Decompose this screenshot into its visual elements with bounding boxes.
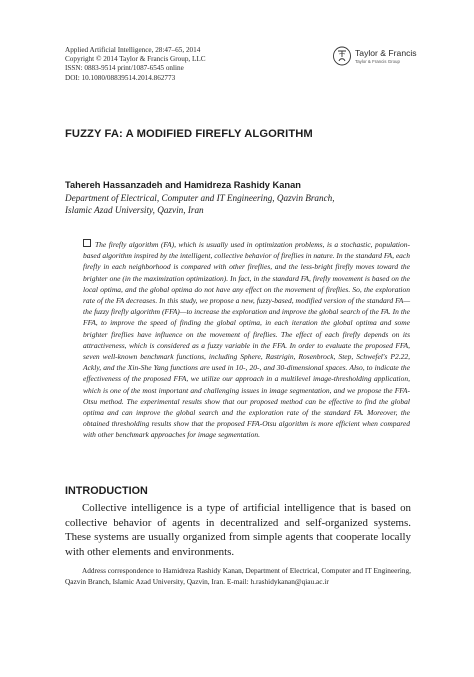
publisher-name: Taylor & Francis: [355, 48, 417, 58]
abstract-text: The firefly algorithm (FA), which is usually used in optimization problems, is a stochastic, population-based algorithm inspired by the intelligent, collective behavior of fireflies in nature. In the standard FA, each firefly in each neighborhood is compared with other fireflies, and the less-bright firefly moves toward the brighter one (in the maximization optimization). In fact, in the standard FA, firefly movement is based on the local optima, and the global optima do not have any effect on the movement of fireflies. So, the exploration rate of the FA decreases. In this study, we propose a new, fuzzy-based, modified version of the standard FA—the fuzzy firefly algorithm (FFA)—to increase the exploration and improve the global search of the FA. In the FFA, to improve the speed of finding the global optima, in each iteration the global optima and some brighter fireflies have influence on the movement of fireflies. The effect of each firefly depends on its attractiveness, which is considered as a fuzzy variable in the FFA. In order to evaluate the proposed FFA, seven well-known benchmark functions, including Sphere, Rastrigin, Rosenbrock, Step, Schwefel's P2.22, Ackly, and the Xin-She Yang functions are used in 10-, 20-, and 30-dimensional spaces. Also, to indicate the effectiveness of the proposed FFA, we utilize our approach in a multilevel image-thresholding application, which is one of the most important and challenging issues in image segmentation, and we propose the FFA-Otsu method. The experimental results show that our proposed method can be effective to find the global optima and can improve the global search and the exploration rate of the standard FA. Moreover, the obtained thresholding results show that the proposed FFA-Otsu algorithm is more efficient when compared with other benchmark approaches for image segmentation.: [83, 240, 410, 440]
article-title: FUZZY FA: A MODIFIED FIREFLY ALGORITHM: [65, 128, 313, 140]
doi-line: DOI: 10.1080/08839514.2014.862773: [65, 73, 176, 82]
correspondence-footnote: Address correspondence to Hamidreza Rashidy Kanan, Department of Electrical, Computer and IT Engineering, Qazvin Branch, Islamic Azad University, Qazvin, Iran. E-mail: h.rashidykanan@qiau.ac.ir: [65, 566, 411, 586]
section-heading: INTRODUCTION: [65, 485, 148, 497]
taylor-francis-logo-icon: [332, 46, 352, 66]
copyright-line: Copyright © 2014 Taylor & Francis Group, LLC: [65, 55, 206, 64]
journal-citation: Applied Artificial Intelligence, 28:47–65, 2014: [65, 46, 201, 54]
article-authors: Tahereh Hassanzadeh and Hamidreza Rashidy Kanan: [65, 180, 301, 190]
affiliation-line: Department of Electrical, Computer and IT Engineering, Qazvin Branch,: [65, 193, 335, 203]
publisher-subline: Taylor & Francis Group: [355, 59, 400, 64]
journal-header: [65, 46, 265, 83]
abstract: [83, 239, 410, 441]
affiliation-line: Islamic Azad University, Qazvin, Iran: [65, 205, 204, 216]
abstract-box-icon: [83, 239, 91, 247]
author-affiliation: [65, 192, 335, 216]
issn-line: ISSN: 0883-9514 print/1087-6545 online: [65, 64, 184, 73]
publisher-logo: [332, 46, 422, 68]
intro-paragraph: Collective intelligence is a type of artificial intelligence that is based on collective behavior of agents in decentralized and self-organized systems. These systems are usually organized from simple agents that cooperate locally with other elements and environments.: [65, 502, 411, 558]
